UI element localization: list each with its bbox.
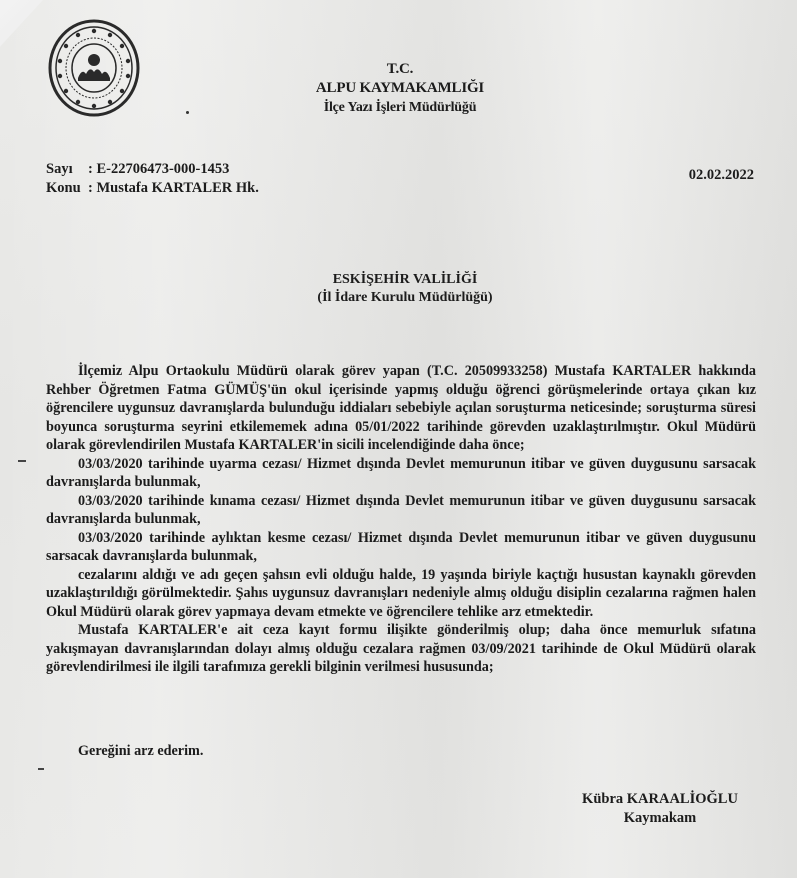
paragraph-penalty-warning: 03/03/2020 tarihinde uyarma cezası/ Hizmet dışında Devlet memurunun itibar ve güven duygusunu sarsacak davranışlarda bulunmak, (46, 455, 756, 490)
signatory-name: Kübra KARAALİOĞLU (582, 791, 738, 807)
margin-mark (38, 768, 44, 770)
header-office: ALPU KAYMAKAMLIĞI (315, 80, 485, 96)
signature-block (570, 790, 750, 828)
margin-mark (18, 460, 26, 462)
konu-row (46, 179, 259, 198)
paragraph-findings: cezalarını aldığı ve adı geçen şahsın evli olduğu halde, 19 yaşında biriyle kaçtığı husustan kaynaklı görevden uzaklaştırıldığı görülmektedir. Şahıs uygunsuz davranışları nedeniyle almış olduğu disiplin cezalarına rağmen halen Okul Müdürü olarak görev yapmaya devam etmekte ve öğrencilere tehlike arz etmektedir. (46, 566, 756, 620)
header-tc: T.C. (386, 61, 414, 77)
letter-body (46, 362, 756, 677)
header-department: İlçe Yazı İşleri Müdürlüğü (323, 100, 477, 115)
recipient-block (280, 271, 530, 307)
sayi-row (46, 160, 259, 179)
closing-line: Gereğini arz ederim. (78, 743, 204, 759)
government-seal-icon (48, 18, 140, 118)
paragraph-penalty-salary-cut: 03/03/2020 tarihinde aylıktan kesme cezası/ Hizmet dışında Devlet memurunun itibar ve güven duygusunu sarsacak davranışlarda bulunmak, (46, 529, 756, 564)
signatory-title: Kaymakam (623, 810, 697, 826)
issuer-header (300, 60, 500, 117)
document-date: 02.02.2022 (688, 167, 754, 183)
konu-value: : Mustafa KARTALER Hk. (88, 180, 259, 196)
recipient-department: (İl İdare Kurulu Müdürlüğü) (317, 290, 493, 305)
konu-label: Konu (46, 180, 81, 196)
paper-speck (186, 111, 189, 114)
sayi-label: Sayı (46, 161, 73, 177)
paragraph-intro: İlçemiz Alpu Ortaokulu Müdürü olarak görev yapan (T.C. 20509933258) Mustafa KARTALER hakkında Rehber Öğretmen Fatma GÜMÜŞ'ün okul içerisinde yapmış olduğu öğrenci görüşmelerinde ortaya çıkan kız öğrencilere uygunsuz davranışlarda bulunduğu iddiaları sebebiyle açılan soruşturma neticesinde; soruşturma süresi boyunca soruşturma seyrini etkilememek adına 05/01/2022 tarihinde görevden uzaklaştırılmıştır. Okul Müdürü olarak görevlendirilen Mustafa KARTALER'in sicili incelendiğinde daha önce; (46, 363, 756, 453)
paragraph-penalty-reprimand: 03/03/2020 tarihinde kınama cezası/ Hizmet dışında Devlet memurunun itibar ve güven duygusunu sarsacak davranışlarda bulunmak, (46, 492, 756, 527)
recipient-name: ESKİŞEHİR VALİLİĞİ (332, 272, 478, 287)
sayi-value: : E-22706473-000-1453 (88, 161, 230, 177)
document-meta (46, 160, 259, 198)
paragraph-request: Mustafa KARTALER'e ait ceza kayıt formu ilişikte gönderilmiş olup; daha önce memurluk sıfatına yakışmayan davranışlarından dolayı almış olduğu cezalara rağmen 03/09/2021 tarihinde de Okul Müdürü olarak görevlendirilmesi ile ilgili tarafımıza gerekli bilginin verilmesi hususunda; (46, 622, 756, 675)
